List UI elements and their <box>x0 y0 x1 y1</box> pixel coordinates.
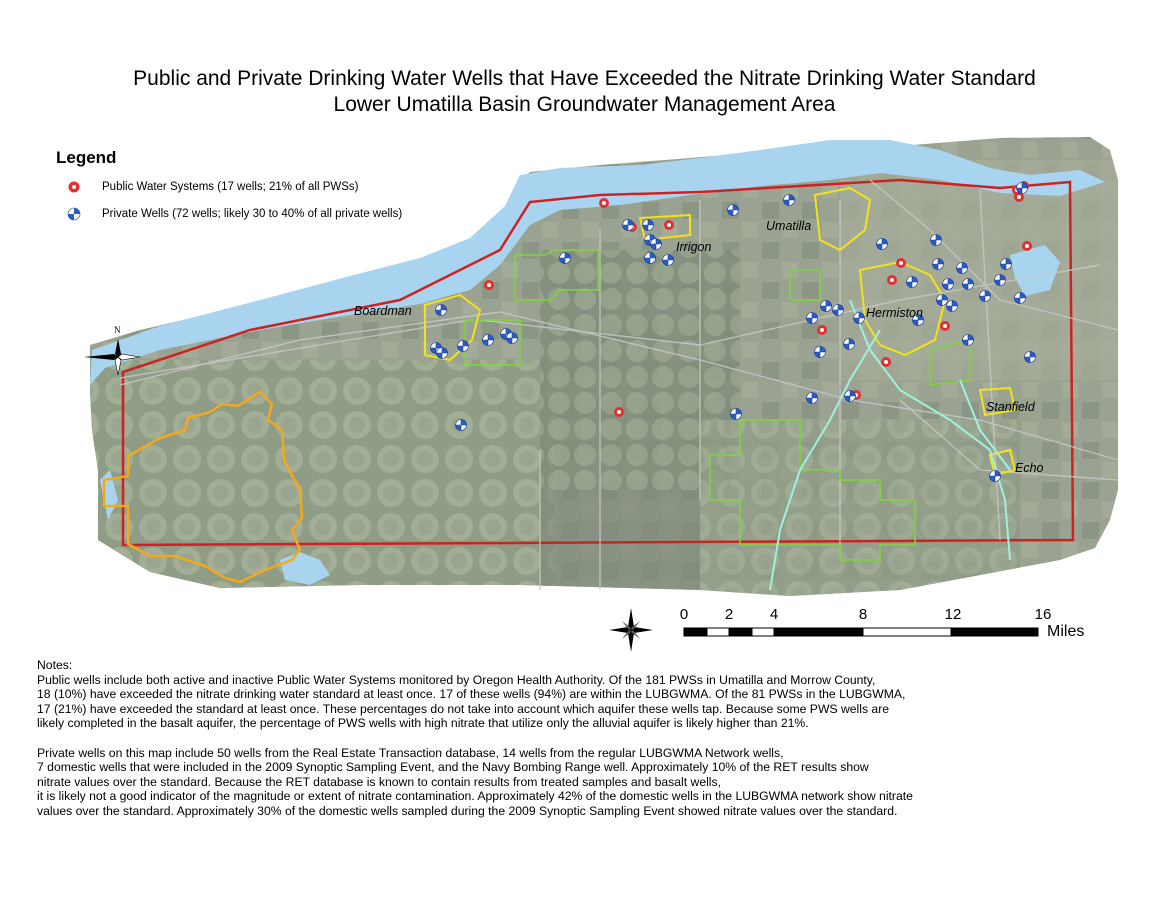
scale-compass-icon <box>609 608 653 652</box>
public-well-icon <box>664 220 674 230</box>
town-label-stanfield: Stanfield <box>986 400 1035 414</box>
public-well-icon <box>896 258 906 268</box>
legend-label-private: Private Wells (72 wells; likely 30 to 40% of all private wells) <box>102 208 403 220</box>
private-well-icon <box>731 409 742 420</box>
private-well-icon <box>1025 352 1036 363</box>
notes-line: Private wells on this map include 50 wells from the Real Estate Transaction database, 14 wells from the regular LUBGWMA Network wells, <box>37 745 784 760</box>
private-well-icon <box>807 393 818 404</box>
town-label-hermiston: Hermiston <box>866 306 923 320</box>
map-title-line-1: Public and Private Drinking Water Wells that Have Exceeded the Nitrate Drinking Water Standard <box>133 67 1036 90</box>
town-label-boardman: Boardman <box>354 304 412 318</box>
legend-item-private <box>56 204 403 231</box>
private-well-icon <box>1015 293 1026 304</box>
private-well-icon <box>933 259 944 270</box>
notes-line: likely completed in the basalt aquifer, the percentage of PWS wells with high nitrate that utilize only the alluvial aquifer is likely higher than 21%. <box>37 716 809 731</box>
private-well-icon <box>643 220 654 231</box>
notes-section <box>37 658 1147 819</box>
private-well-icon <box>995 275 1006 286</box>
private-well-icon <box>1001 259 1012 270</box>
notes-heading: Notes: <box>37 658 73 672</box>
scale-tick: 2 <box>724 606 734 623</box>
scale-tick: 8 <box>858 606 868 623</box>
private-well-icon <box>645 253 656 264</box>
private-well-icon <box>436 305 447 316</box>
private-well-icon <box>663 255 674 266</box>
scale-tick: 0 <box>679 606 689 623</box>
private-well-icon <box>651 239 662 250</box>
private-well-icon <box>437 348 448 359</box>
private-well-icon <box>963 335 974 346</box>
private-well-icon <box>807 313 818 324</box>
private-well-icon <box>833 305 844 316</box>
public-well-icon <box>484 280 494 290</box>
private-well-icon <box>815 347 826 358</box>
legend-label-public: Public Water Systems (17 wells; 21% of all PWSs) <box>102 181 359 193</box>
private-well-icon <box>980 291 991 302</box>
private-well-icon <box>943 279 954 290</box>
private-well-icon <box>507 333 518 344</box>
public-well-icon <box>817 325 827 335</box>
public-well-icon <box>940 321 950 331</box>
private-well-icon <box>623 220 634 231</box>
private-well-icon <box>821 301 832 312</box>
private-well-icon <box>844 339 855 350</box>
town-label-umatilla: Umatilla <box>766 219 812 233</box>
notes-line: 17 (21%) have exceeded the standard at least once. These percentages do not take into account which aquifer these wells tap. Because some PWS wells are <box>37 701 890 716</box>
notes-line: it is likely not a good indicator of the magnitude or extent of nitrate contamination. Approximately 42% of the domestic wells in the LUBGWMA network show nitrate <box>37 789 913 804</box>
public-well-icon <box>66 179 82 195</box>
map-title-line-2: Lower Umatilla Basin Groundwater Management Area <box>333 93 836 116</box>
legend-item-public <box>56 177 359 204</box>
notes-line: 18 (10%) have exceeded the nitrate drinking water standard at least once. 17 of these wells (94%) are within the LUBGWMA. Of the 81 PWSs in the LUBGWMA, <box>37 687 906 702</box>
private-well-icon <box>990 471 1001 482</box>
public-well-icon <box>1022 241 1032 251</box>
private-well-icon <box>845 391 856 402</box>
private-well-icon <box>931 235 942 246</box>
legend-title: Legend <box>56 148 117 167</box>
private-well-icon <box>483 335 494 346</box>
public-well-icon <box>881 357 891 367</box>
private-well-icon <box>728 205 739 216</box>
private-well-icon <box>784 195 795 206</box>
private-well-icon <box>947 301 958 312</box>
private-well-icon <box>1017 183 1028 194</box>
scale-unit-label: Miles <box>1047 623 1085 640</box>
notes-line: nitrate values over the standard. Because the RET database is known to contain results from treated samples and basalt wells, <box>37 774 721 789</box>
private-well-icon <box>66 206 82 222</box>
private-well-icon <box>458 341 469 352</box>
north-label: N <box>114 325 121 335</box>
private-well-icon <box>907 277 918 288</box>
notes-line: values over the standard. Approximately 30% of the domestic wells sampled during the 2009 Synoptic Sampling Event showed nitrate values over the standard. <box>37 803 898 818</box>
scale-tick: 4 <box>769 606 779 623</box>
private-well-icon <box>560 253 571 264</box>
private-well-icon <box>937 295 948 306</box>
public-well-icon <box>887 275 897 285</box>
notes-line: Public wells include both active and inactive Public Water Systems monitored by Oregon Health Authority. Of the 181 PWSs in Umatilla and Morrow County, <box>37 672 876 687</box>
private-well-icon <box>854 313 865 324</box>
public-well-icon <box>599 198 609 208</box>
private-well-icon <box>456 420 467 431</box>
private-well-icon <box>963 279 974 290</box>
town-label-echo: Echo <box>1015 461 1044 475</box>
notes-line: 7 domestic wells that were included in the 2009 Synoptic Sampling Event, and the Navy Bombing Range well. Approximately 10% of the RET results show <box>37 760 869 775</box>
scale-bar <box>684 628 1038 636</box>
legend <box>56 148 403 231</box>
scale-tick: 16 <box>1034 606 1052 623</box>
private-well-icon <box>877 239 888 250</box>
public-well-icon <box>614 407 624 417</box>
private-well-icon <box>957 263 968 274</box>
town-label-irrigon: Irrigon <box>676 240 712 254</box>
scale-tick: 12 <box>944 606 962 623</box>
